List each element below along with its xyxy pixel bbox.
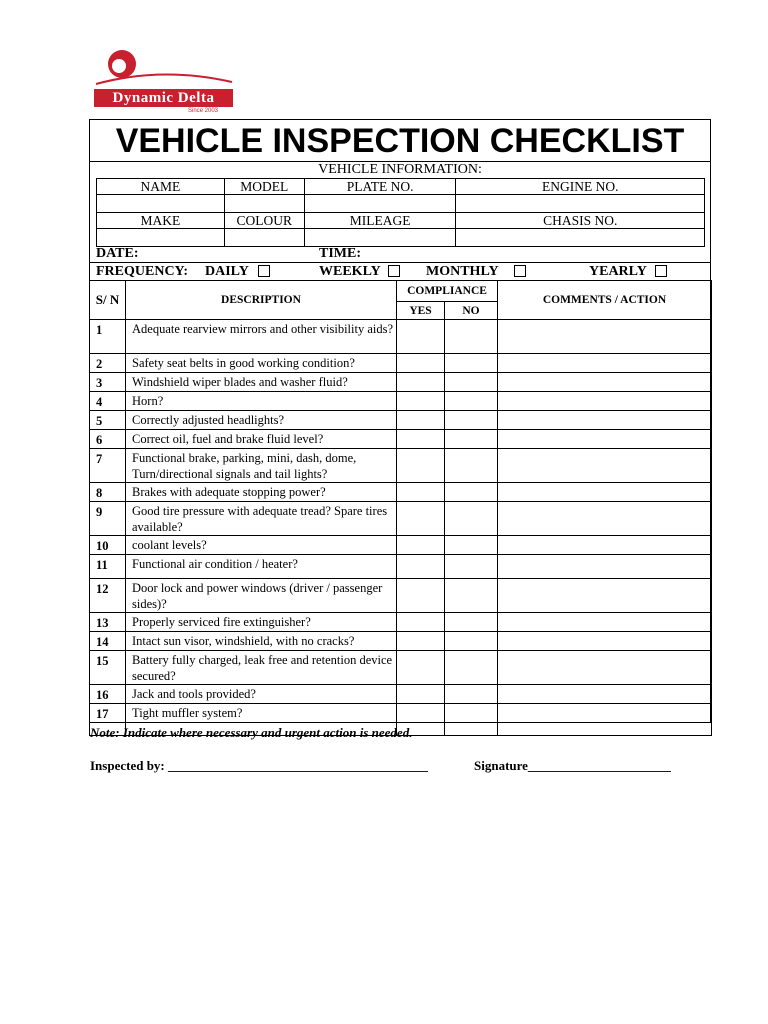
no-cell[interactable] [445, 373, 498, 392]
vehicle-model-field[interactable] [224, 195, 304, 213]
table-row [90, 483, 712, 502]
frequency-label: FREQUENCY: [96, 264, 189, 279]
item-description: Tight muffler system? [126, 704, 397, 736]
yes-cell[interactable] [397, 392, 445, 411]
yearly-checkbox[interactable] [655, 265, 667, 277]
comments-cell[interactable] [498, 354, 712, 373]
table-row [90, 555, 712, 579]
item-number: 1 [90, 320, 126, 354]
table-row [90, 449, 712, 483]
item-description: Properly serviced fire extinguisher? [126, 613, 397, 632]
sn-header: S/ N [90, 281, 126, 320]
vehicle-name-field[interactable] [97, 195, 225, 213]
note-text: Note: Indicate where necessary and urgent action is needed. [90, 725, 413, 740]
comments-cell[interactable] [498, 579, 712, 613]
item-description: Door lock and power windows (driver / passenger sides)? [126, 579, 397, 613]
date-label: DATE: [96, 246, 139, 261]
comments-cell[interactable] [498, 392, 712, 411]
item-number: 17 [90, 704, 126, 736]
no-cell[interactable] [445, 685, 498, 704]
comments-cell[interactable] [498, 536, 712, 555]
item-number: 12 [90, 579, 126, 613]
item-number: 3 [90, 373, 126, 392]
company-logo [92, 44, 238, 118]
comments-cell[interactable] [498, 373, 712, 392]
item-description: Safety seat belts in good working condition? [126, 354, 397, 373]
no-cell[interactable] [445, 579, 498, 613]
no-cell[interactable] [445, 632, 498, 651]
vehicle-make-label: MAKE [97, 213, 225, 229]
table-row [90, 613, 712, 632]
no-cell[interactable] [445, 392, 498, 411]
comments-cell[interactable] [498, 483, 712, 502]
page-title: VEHICLE INSPECTION CHECKLIST [89, 120, 711, 162]
frequency-yearly-label: YEARLY [589, 264, 647, 279]
item-number: 14 [90, 632, 126, 651]
yes-cell[interactable] [397, 536, 445, 555]
item-number: 4 [90, 392, 126, 411]
comments-cell[interactable] [498, 555, 712, 579]
yes-cell[interactable] [397, 651, 445, 685]
table-row [90, 632, 712, 651]
comments-cell[interactable] [498, 685, 712, 704]
item-description: Correct oil, fuel and brake fluid level? [126, 430, 397, 449]
item-number: 7 [90, 449, 126, 483]
logo-wordmark: Dynamic Delta [94, 89, 233, 107]
table-row [90, 651, 712, 685]
no-cell[interactable] [445, 651, 498, 685]
item-number: 2 [90, 354, 126, 373]
no-cell[interactable] [445, 555, 498, 579]
item-description: Functional brake, parking, mini, dash, dome, Turn/directional signals and tail lights? [126, 449, 397, 483]
vehicle-plate-label: PLATE NO. [304, 179, 456, 195]
yes-cell[interactable] [397, 579, 445, 613]
vehicle-engine-field[interactable] [456, 195, 705, 213]
item-number: 16 [90, 685, 126, 704]
vehicle-chasis-label: CHASIS NO. [456, 213, 705, 229]
item-number: 6 [90, 430, 126, 449]
table-row [90, 411, 712, 430]
item-description: Battery fully charged, leak free and retention device secured? [126, 651, 397, 685]
vehicle-model-label: MODEL [224, 179, 304, 195]
no-cell[interactable] [445, 704, 498, 736]
table-row [90, 373, 712, 392]
daily-checkbox[interactable] [258, 265, 270, 277]
item-description: Intact sun visor, windshield, with no cracks? [126, 632, 397, 651]
table-row [90, 579, 712, 613]
time-label: TIME: [319, 246, 361, 261]
inspected-by-line[interactable]: Inspected by: ________________________________________ [90, 758, 429, 773]
logo-mark-icon [92, 44, 238, 90]
yes-cell[interactable] [397, 685, 445, 704]
comments-cell[interactable] [498, 632, 712, 651]
item-number: 9 [90, 502, 126, 536]
no-cell[interactable] [445, 613, 498, 632]
yes-cell[interactable] [397, 555, 445, 579]
inspection-checklist-table [89, 280, 712, 736]
vehicle-info-table [96, 178, 705, 247]
weekly-checkbox[interactable] [388, 265, 400, 277]
comments-cell[interactable] [498, 320, 712, 354]
item-description: Horn? [126, 392, 397, 411]
yes-cell[interactable] [397, 502, 445, 536]
comments-cell[interactable] [498, 449, 712, 483]
no-cell[interactable] [445, 449, 498, 483]
compliance-header: COMPLIANCE [397, 281, 498, 302]
item-number: 10 [90, 536, 126, 555]
comments-cell[interactable] [498, 411, 712, 430]
table-row [90, 685, 712, 704]
no-cell[interactable] [445, 354, 498, 373]
item-number: 5 [90, 411, 126, 430]
vehicle-colour-label: COLOUR [224, 213, 304, 229]
frequency-weekly-label: WEEKLY [319, 264, 381, 279]
table-row [90, 536, 712, 555]
comments-cell[interactable] [498, 651, 712, 685]
item-description: Jack and tools provided? [126, 685, 397, 704]
vehicle-mileage-field[interactable] [304, 229, 456, 247]
comments-cell[interactable] [498, 613, 712, 632]
comments-header: COMMENTS / ACTION [498, 281, 712, 320]
yes-cell[interactable] [397, 430, 445, 449]
item-number: 13 [90, 613, 126, 632]
yes-cell[interactable] [397, 411, 445, 430]
item-description: Good tire pressure with adequate tread? Spare tires available? [126, 502, 397, 536]
comments-cell[interactable] [498, 430, 712, 449]
no-header: NO [445, 302, 498, 320]
signature-line[interactable]: Signature______________________ [474, 758, 671, 773]
table-row [90, 392, 712, 411]
vehicle-plate-field[interactable] [304, 195, 456, 213]
no-cell[interactable] [445, 320, 498, 354]
comments-cell[interactable] [498, 502, 712, 536]
yes-cell[interactable] [397, 483, 445, 502]
item-description: Brakes with adequate stopping power? [126, 483, 397, 502]
table-row [90, 502, 712, 536]
description-header: DESCRIPTION [126, 281, 397, 320]
item-description: Functional air condition / heater? [126, 555, 397, 579]
yes-cell[interactable] [397, 613, 445, 632]
frequency-daily-label: DAILY [205, 264, 249, 279]
table-row [90, 320, 712, 354]
no-cell[interactable] [445, 502, 498, 536]
monthly-checkbox[interactable] [514, 265, 526, 277]
yes-cell[interactable] [397, 354, 445, 373]
item-number: 15 [90, 651, 126, 685]
no-cell[interactable] [445, 536, 498, 555]
yes-cell[interactable] [397, 449, 445, 483]
table-row [90, 354, 712, 373]
comments-cell[interactable] [498, 704, 712, 736]
item-description: Correctly adjusted headlights? [126, 411, 397, 430]
yes-cell[interactable] [397, 373, 445, 392]
item-description: Windshield wiper blades and washer fluid? [126, 373, 397, 392]
no-cell[interactable] [445, 483, 498, 502]
item-description: coolant levels? [126, 536, 397, 555]
vehicle-chasis-field[interactable] [456, 229, 705, 247]
logo-since: Since 2003 [188, 108, 219, 114]
vehicle-make-field[interactable] [97, 229, 225, 247]
vehicle-mileage-label: MILEAGE [304, 213, 456, 229]
no-cell[interactable] [445, 430, 498, 449]
yes-header: YES [397, 302, 445, 320]
item-description: Adequate rearview mirrors and other visibility aids? [126, 320, 397, 354]
yes-cell[interactable] [397, 632, 445, 651]
frequency-monthly-label: MONTHLY [426, 264, 499, 279]
no-cell[interactable] [445, 411, 498, 430]
item-number: 11 [90, 555, 126, 579]
table-row [90, 430, 712, 449]
vehicle-engine-label: ENGINE NO. [456, 179, 705, 195]
vehicle-name-label: NAME [97, 179, 225, 195]
item-number: 8 [90, 483, 126, 502]
vehicle-colour-field[interactable] [224, 229, 304, 247]
yes-cell[interactable] [397, 320, 445, 354]
vehicle-info-heading: VEHICLE INFORMATION: [318, 162, 482, 177]
